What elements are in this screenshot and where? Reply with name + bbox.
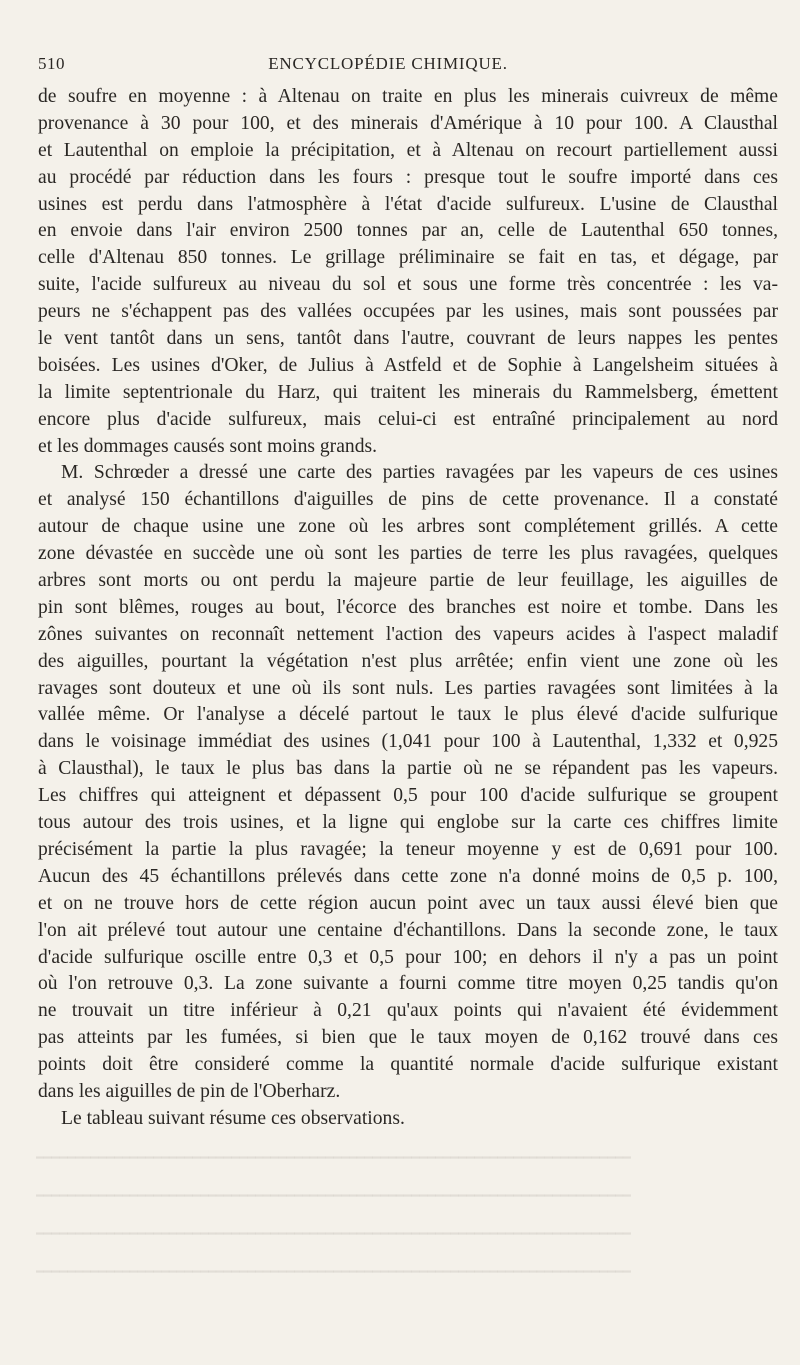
text-line: le vent tantôt dans un sens, tantôt dans l'autre, couvrant de leurs nappes les pentes (38, 328, 778, 350)
text-line: vallée même. Or l'analyse a décelé partout le taux le plus élevé d'acide sulfurique (38, 704, 778, 726)
text-line: encore plus d'acide sulfureux, mais celui-ci est entraîné principalement au nord (38, 408, 778, 430)
running-head: ENCYCLOPÉDIE CHIMIQUE. (268, 54, 508, 73)
text-line: la limite septentrionale du Harz, qui traitent les minerais du Rammelsberg, émettent (38, 381, 778, 403)
text-line: dans le voisinage immédiat des usines (1,041 pour 100 à Lautenthal, 1,332 et 0,925 (38, 731, 778, 753)
body-text (38, 84, 778, 1133)
text-line: suite, l'acide sulfureux au niveau du sol et sous une forme très concentrée : les va- (38, 274, 778, 296)
paragraph (38, 1106, 778, 1133)
text-line: des aiguilles, pourtant la végétation n'est plus arrêtée; enfin vient une zone où les (38, 650, 778, 672)
text-line: de soufre en moyenne : à Altenau on traite en plus les minerais cuivreux de même (38, 86, 778, 107)
text-line: l'on ait prélevé tout autour une centaine d'échantillons. Dans la seconde zone, le taux (38, 919, 778, 941)
text-line: Les chiffres qui atteignent et dépassent 0,5 pour 100 d'acide sulfurique se groupent (38, 785, 778, 807)
page-number: 510 (38, 54, 65, 73)
show-through-texture: ━━━━━━━━━━━━━━━━━━━━━━━━━━━━━━━━━━━━━━━━━━━━━━━━━━━━━━━━━━━━━━━━━━━━━━━━━━━━ (36, 1264, 631, 1279)
text-line: et les dommages causés sont moins grands. (38, 435, 378, 457)
text-line: d'acide sulfurique oscille entre 0,3 et 0,5 pour 100; en dehors il n'y a pas un point (38, 946, 778, 968)
text-line: boisées. Les usines d'Oker, de Julius à Astfeld et de Sophie à Langelsheim situées à (38, 354, 778, 376)
text-line: zone dévastée en succède une où sont les parties de terre les plus ravagées, quelques (38, 543, 778, 565)
text-line: arbres sont morts ou ont perdu la majeure partie de leur feuillage, les aiguilles de (38, 570, 778, 592)
text-line: Aucun des 45 échantillons prélevés dans cette zone n'a donné moins de 0,5 p. 100, (38, 865, 778, 887)
text-line: usines est perdu dans l'atmosphère à l'état d'acide sulfureux. L'usine de Clausthal (38, 193, 778, 215)
text-line: pin sont blêmes, rouges au bout, l'écorce des branches est noire et tombe. Dans les (38, 596, 778, 618)
text-line: à Clausthal), le taux le plus bas dans la partie où ne se répandent pas les vapeurs. (38, 758, 778, 780)
page-header (38, 54, 738, 78)
text-line: provenance à 30 pour 100, et des minerais d'Amérique à 10 pour 100. A Clausthal (38, 112, 778, 134)
text-line: autour de chaque usine une zone où les arbres sont complétement grillés. A cette (38, 516, 778, 538)
text-line: en envoie dans l'air environ 2500 tonnes par an, celle de Lautenthal 650 tonnes, (38, 220, 778, 242)
text-line: précisément la partie la plus ravagée; la teneur moyenne y est de 0,691 pour 100. (38, 838, 778, 860)
paragraph (38, 84, 778, 460)
text-line: pas atteints par les fumées, si bien que le taux moyen de 0,162 trouvé dans ces (38, 1027, 778, 1049)
text-line: ravages sont douteux et une où ils sont nuls. Les parties ravagées sont limitées à la (38, 677, 778, 699)
text-line: ne trouvait un titre inférieur à 0,21 qu'aux points qui n'avaient été évidemment (38, 1000, 778, 1022)
text-line: au procédé par réduction dans les fours : presque tout le soufre importé dans ces (38, 166, 778, 188)
text-line: zônes suivantes on reconnaît nettement l'action des vapeurs acides à l'aspect maladif (38, 623, 778, 645)
text-line: celle d'Altenau 850 tonnes. Le grillage préliminaire se fait en tas, et dégage, par (38, 247, 778, 269)
paragraph (38, 460, 778, 1105)
text-line: dans les aiguilles de pin de l'Oberharz. (38, 1080, 341, 1102)
text-line: et analysé 150 échantillons d'aiguilles de pins de cette provenance. Il a constaté (38, 489, 778, 511)
text-line: Le tableau suivant résume ces observations. (61, 1107, 405, 1129)
text-line: M. Schrœder a dressé une carte des parties ravagées par les vapeurs de ces usines (61, 462, 778, 484)
text-line: tous autour des trois usines, et la ligne qui englobe sur la carte ces chiffres limite (38, 812, 778, 834)
show-through-texture: ━━━━━━━━━━━━━━━━━━━━━━━━━━━━━━━━━━━━━━━━━━━━━━━━━━━━━━━━━━━━━━━━━━━━━━━━━━━━ (36, 1226, 631, 1241)
text-line: points doit être consideré comme la quantité normale d'acide sulfurique existant (38, 1054, 778, 1076)
text-line: peurs ne s'échappent pas des vallées occupées par les usines, mais sont poussées par (38, 301, 778, 323)
text-line: où l'on retrouve 0,3. La zone suivante a fourni comme titre moyen 0,25 tandis qu'on (38, 973, 778, 995)
show-through-texture: ━━━━━━━━━━━━━━━━━━━━━━━━━━━━━━━━━━━━━━━━━━━━━━━━━━━━━━━━━━━━━━━━━━━━━━━━━━━━ (36, 1150, 631, 1165)
text-line: et on ne trouve hors de cette région aucun point avec un taux aussi élevé bien que (38, 892, 778, 914)
text-line: et Lautenthal on emploie la précipitation, et à Altenau on recourt partiellement aussi (38, 139, 778, 161)
show-through-texture: ━━━━━━━━━━━━━━━━━━━━━━━━━━━━━━━━━━━━━━━━━━━━━━━━━━━━━━━━━━━━━━━━━━━━━━━━━━━━ (36, 1188, 631, 1203)
